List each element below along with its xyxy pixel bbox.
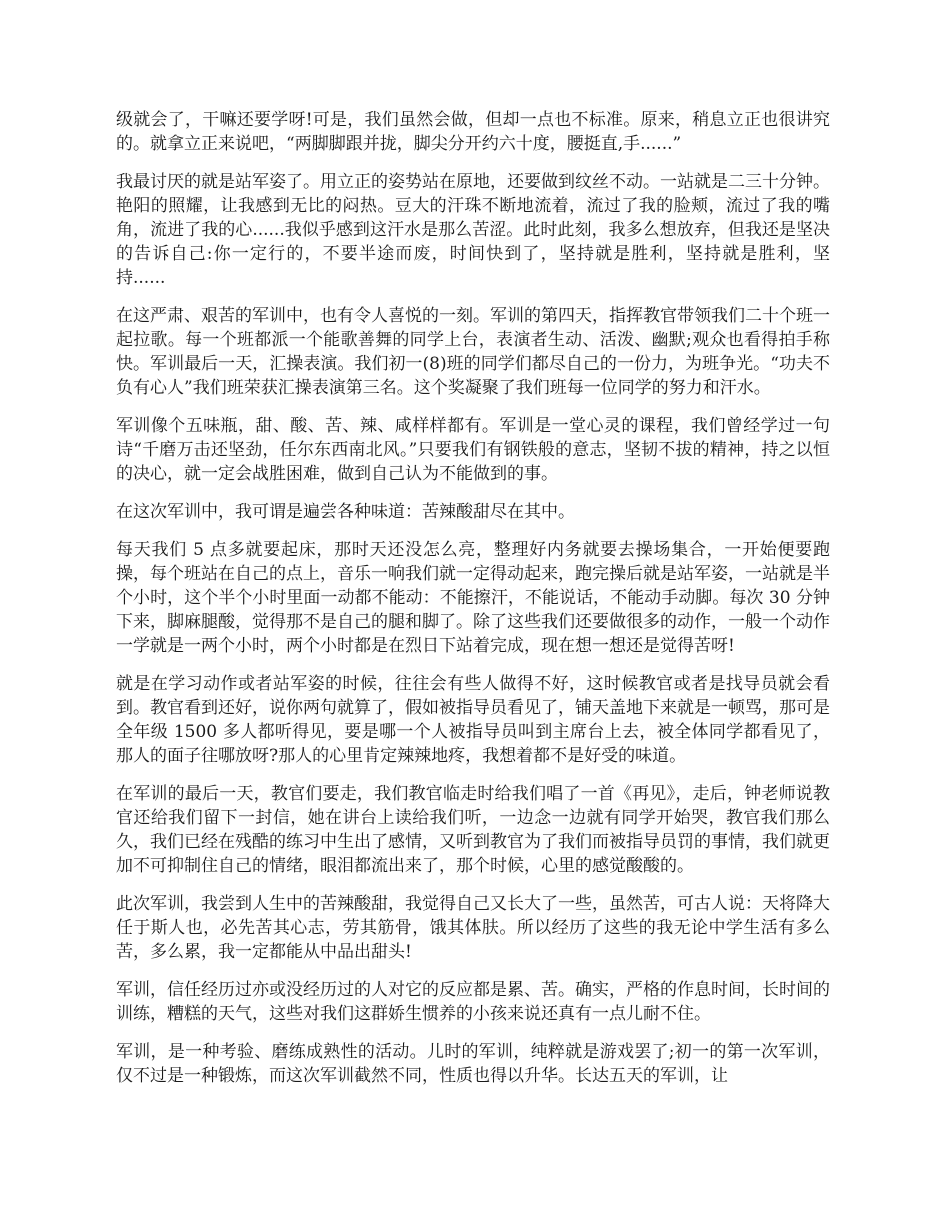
paragraph-6: 每天我们 5 点多就要起床，那时天还没怎么亮，整理好内务就要去操场集合，一开始便要跑操，每个班站在自己的点上，音乐一响我们就一定得动起来，跑完操后就是站军姿，一站就是半个小时，这个半个小时里面一动都不能动：不能擦汗，不能说话，不能动手动脚。每次 30 分钟下来，脚麻腿酸，觉得那不是自己的腿和脚了。除了这些我们还要做很多的动作，一般一个动作一学就是一两个小时，两个小时都是在烈日下站着完成，现在想一想还是觉得苦呀!	[116, 540, 830, 656]
paragraph-5: 在这次军训中，我可谓是遍尝各种味道：苦辣酸甜尽在其中。	[116, 502, 575, 522]
paragraph-9: 此次军训，我尝到人生中的苦辣酸甜，我觉得自己又长大了一些，虽然苦，可古人说：天将降大任于斯人也，必先苦其心志，劳其筋骨，饿其体肤。所以经历了这些的我无论中学生活有多么苦，多么累，我一定都能从中品出甜头!	[116, 894, 830, 962]
paragraph-11: 军训，是一种考验、磨练成熟性的活动。儿时的军训，纯粹就是游戏罢了;初一的第一次军训，仅不过是一种锻炼，而这次军训截然不同，性质也得以升华。长达五天的军训，让	[116, 1042, 830, 1086]
paragraph-3: 在这严肃、艰苦的军训中，也有令人喜悦的一刻。军训的第四天，指挥教官带领我们二十个班一起拉歌。每一个班都派一个能歌善舞的同学上台，表演者生动、活泼、幽默;观众也看得拍手称快。军训最后一天，汇操表演。我们初一(8)班的同学们都尽自己的一份力，为班争光。“功夫不负有心人”我们班荣获汇操表演第三名。这个奖凝聚了我们班每一位同学的努力和汗水。	[116, 306, 830, 398]
paragraph-7: 就是在学习动作或者站军姿的时候，往往会有些人做得不好，这时候教官或者是找导员就会看到。教官看到还好，说你两句就算了，假如被指导员看见了，铺天盖地下来就是一顿骂，那可是全年级 1500 多人都听得见，要是哪一个人被指导员叫到主席台上去，被全体同学都看见了，那人的面子往哪放呀?那人的心里肯定辣辣地疼，我想着都不是好受的味道。	[116, 674, 830, 766]
paragraph-10: 军训，信任经历过亦或没经历过的人对它的反应都是累、苦。确实，严格的作息时间，长时间的训练，糟糕的天气，这些对我们这群娇生惯养的小孩来说还真有一点儿耐不住。	[116, 980, 830, 1024]
paragraph-8: 在军训的最后一天，教官们要走，我们教官临走时给我们唱了一首《再见》，走后，钟老师说教官还给我们留下一封信，她在讲台上读给我们听，一边念一边就有同学开始哭，教官我们那么久，我们已经在残酷的练习中生出了感情，又听到教官为了我们而被指导员罚的事情，我们就更加不可抑制住自己的情绪，眼泪都流出来了，那个时候，心里的感觉酸酸的。	[116, 784, 830, 876]
paragraph-1: 级就会了，干嘛还要学呀!可是，我们虽然会做，但却一点也不标准。原来，稍息立正也很讲究的。就拿立正来说吧，“两脚脚跟并拢，脚尖分开约六十度，腰挺直,手......”	[116, 110, 830, 154]
paragraph-4: 军训像个五味瓶，甜、酸、苦、辣、咸样样都有。军训是一堂心灵的课程，我们曾经学过一句诗“千磨万击还坚劲，任尔东西南北风。”只要我们有钢铁般的意志，坚韧不拔的精神，持之以恒的决心，就一定会战胜困难，做到自己认为不能做到的事。	[116, 416, 830, 484]
paragraph-2: 我最讨厌的就是站军姿了。用立正的姿势站在原地，还要做到纹丝不动。一站就是二三十分钟。艳阳的照耀，让我感到无比的闷热。豆大的汗珠不断地流着，流过了我的脸颊，流过了我的嘴角，流进了我的心......我似乎感到这汗水是那么苦涩。此时此刻，我多么想放弃，但我还是坚决的告诉自己:你一定行的，不要半途而废，时间快到了，坚持就是胜利，坚持就是胜利，坚持......	[116, 172, 830, 288]
